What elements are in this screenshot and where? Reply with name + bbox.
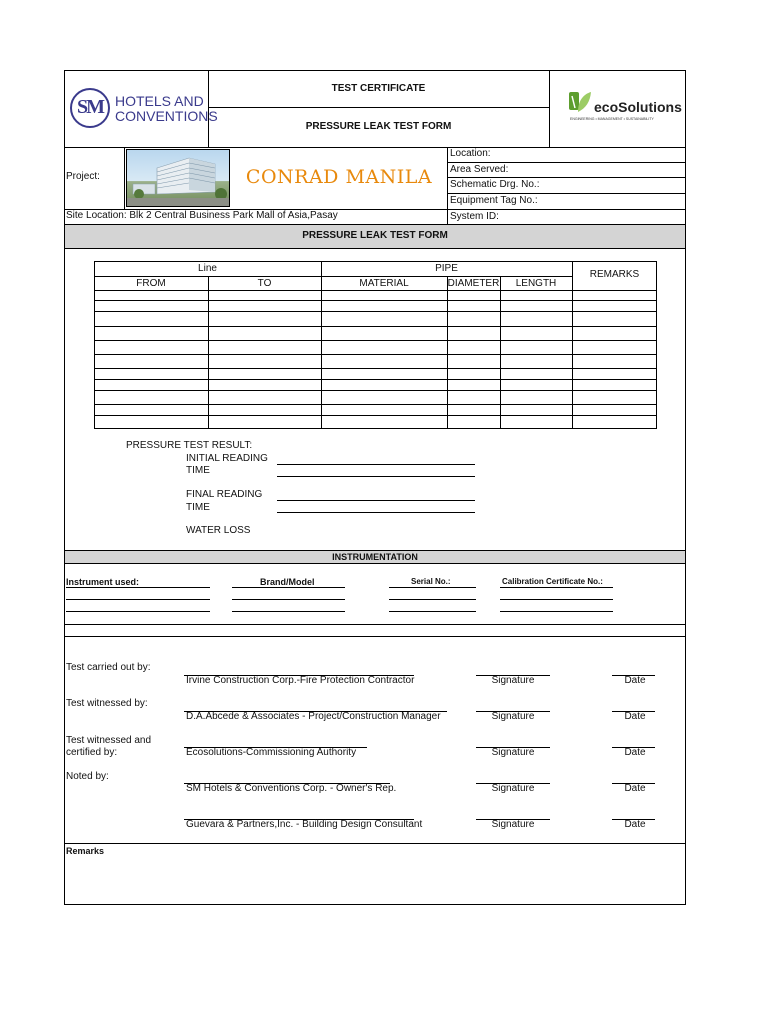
table-header-length: LENGTH — [515, 278, 557, 289]
signature-1: Signature — [491, 675, 535, 686]
hotel-building-image — [127, 150, 230, 207]
signature-4: Signature — [491, 783, 535, 794]
table-header-material: MATERIAL — [359, 278, 409, 289]
sm-logo-letters: SM — [77, 96, 103, 118]
sm-logo-mark — [70, 88, 110, 128]
noted-label: Noted by: — [66, 771, 109, 782]
building-photo — [126, 149, 230, 207]
pressure-result-title: PRESSURE TEST RESULT: — [126, 440, 253, 451]
party-1: Irvine Construction Corp.-Fire Protection Contractor — [186, 675, 415, 686]
party-5: Guevara & Partners,Inc. - Building Design Consultant — [186, 819, 423, 830]
table-header-remarks: REMARKS — [589, 269, 640, 280]
initial-reading-line — [277, 464, 475, 465]
date-2: Date — [624, 711, 646, 722]
water-loss-label: WATER LOSS — [186, 525, 251, 536]
section-title: PRESSURE LEAK TEST FORM — [302, 230, 448, 241]
project-name: CONRAD MANILA — [245, 166, 433, 188]
serial-no-label: Serial No.: — [411, 577, 451, 586]
initial-time-label: TIME — [186, 465, 210, 476]
instrument-used-label: Instrument used: — [66, 577, 140, 587]
eco-logo-name: ecoSolutions — [594, 99, 682, 115]
certified-label-2: certified by: — [66, 747, 118, 758]
certified-label-1: Test witnessed and — [66, 735, 152, 746]
date-3: Date — [624, 747, 646, 758]
header-title: TEST CERTIFICATE — [331, 83, 426, 94]
instrumentation-title: INSTRUMENTATION — [332, 552, 418, 562]
remarks-label: Remarks — [66, 846, 105, 856]
carried-out-label: Test carried out by: — [66, 662, 151, 673]
table-header-from: FROM — [136, 278, 166, 289]
final-time-line — [277, 512, 475, 513]
initial-time-line — [277, 476, 475, 477]
leaf-icon — [568, 90, 592, 116]
table-header-to: TO — [257, 278, 272, 289]
sm-logo-line2: CONVENTIONS — [115, 108, 218, 124]
sm-logo-line1: HOTELS AND — [115, 93, 204, 109]
site-location: Site Location: Blk 2 Central Business Park Mall of Asia,Pasay — [66, 210, 338, 221]
initial-reading-label: INITIAL READING — [186, 453, 268, 464]
final-time-label: TIME — [186, 502, 210, 513]
calibration-label: Calibration Certificate No.: — [502, 577, 603, 586]
brand-model-label: Brand/Model — [260, 577, 315, 587]
date-1: Date — [624, 675, 646, 686]
table-group-line: Line — [198, 263, 217, 274]
signature-3: Signature — [491, 747, 535, 758]
project-label: Project: — [66, 171, 100, 182]
field-system-id: System ID: — [450, 211, 499, 222]
table-header-diameter: DIAMETER — [447, 278, 500, 289]
field-location: Location: — [450, 148, 491, 159]
header-subtitle: PRESSURE LEAK TEST FORM — [305, 121, 452, 132]
final-reading-label: FINAL READING — [186, 489, 263, 500]
party-4: SM Hotels & Conventions Corp. - Owner's Rep. — [186, 783, 397, 794]
party-2: D.A.Abcede & Associates - Project/Construction Manager — [186, 711, 441, 722]
date-5: Date — [624, 819, 646, 830]
field-schematic-drg: Schematic Drg. No.: — [450, 179, 540, 190]
witnessed-label: Test witnessed by: — [66, 698, 148, 709]
field-equipment-tag: Equipment Tag No.: — [450, 195, 538, 206]
date-4: Date — [624, 783, 646, 794]
signature-2: Signature — [491, 711, 535, 722]
field-area-served: Area Served: — [450, 164, 509, 175]
table-group-pipe: PIPE — [435, 263, 458, 274]
final-reading-line — [277, 500, 475, 501]
party-3: Ecosolutions-Commissioning Authority — [186, 747, 357, 758]
eco-logo-tagline: ENGINEERING • MANAGEMENT • SUSTAINABILITY — [570, 117, 654, 121]
signature-5: Signature — [491, 819, 535, 830]
